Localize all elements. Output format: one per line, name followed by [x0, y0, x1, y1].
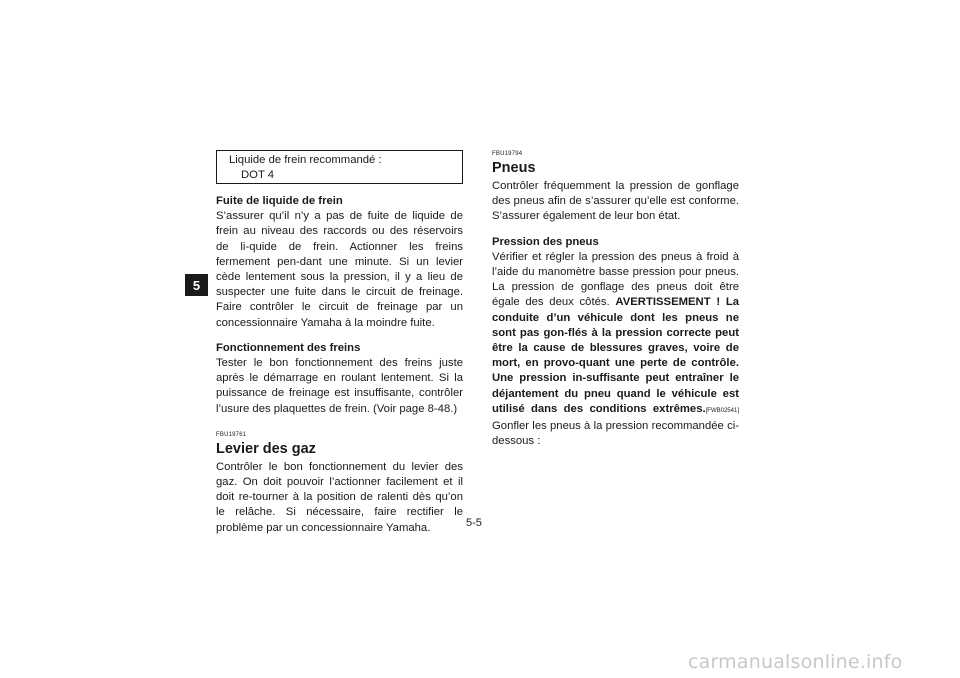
- recommended-brake-fluid-box: [216, 150, 463, 184]
- tire-pressure-title: Pression des pneus: [492, 235, 599, 248]
- spec-label: Liquide de frein recommandé :: [229, 154, 382, 166]
- tire-pressure-warning: AVERTISSEMENT ! La conduite d’un véhicule dont les pneus ne sont pas gon-flés à la pression correcte peut être la cause de blessures graves, voire de mort, en provo-quant une perte de contrôle. Une pression in-suffisante peut entraîner le déjantement du pneu quand le véhicule est utilisé dans des conditions extrêmes.: [492, 296, 740, 415]
- brake-operation-body: Tester le bon fonctionnement des freins juste après le démarrage en roulant lentement. Si la puissance de freinage est insuffisante, contrôler l’usure des plaquettes de frein. (Voir page 8-48.): [216, 357, 463, 415]
- warning-code: [FWB02541]: [705, 407, 739, 414]
- page-number: 5-5: [466, 517, 482, 529]
- left-column: [216, 150, 463, 546]
- tires-section-code: FBU19794: [492, 151, 523, 157]
- tire-pressure-outro: Gonfler les pneus à la pression recommandée ci-dessous :: [492, 420, 739, 448]
- spec-value: DOT 4: [241, 169, 275, 181]
- throttle-section-code: FBU19761: [216, 431, 247, 438]
- tire-pressure-body: [492, 250, 739, 450]
- brake-leak-title: Fuite de liquide de frein: [216, 195, 343, 207]
- watermark: carmanualsonline.info: [688, 651, 903, 673]
- section-tab: 5: [185, 274, 208, 296]
- brake-leak-body: S’assurer qu’il n’y a pas de fuite de liquide de frein au niveau des raccords ou des réservoirs de li-quide de frein. Actionner les freins fermement pen-dant une minute. Si un levier cède lentement sous la pression, il y a lieu de suspecter une fuite dans le circuit de freinage. Faire contrôler le circuit de freinage par un concessionnaire Yamaha à la moindre fuite.: [216, 210, 463, 329]
- right-column: [492, 150, 739, 459]
- throttle-heading: Levier des gaz: [216, 440, 316, 457]
- brake-operation-title: Fonctionnement des freins: [216, 341, 361, 354]
- throttle-body: Contrôler le bon fonctionnement du levier des gaz. On doit pouvoir l’actionner facilement et il doit re-tourner à la position de ralenti dès qu’on le relâche. Si nécessaire, faire rectifier le problème par un concessionnaire Yamaha.: [216, 460, 463, 534]
- tires-body: Contrôler fréquemment la pression de gonflage des pneus afin de s’assurer qu’elle est conforme. S’assurer également de leur bon état.: [492, 180, 739, 223]
- tires-heading: Pneus: [492, 160, 536, 176]
- tire-pressure-intro: Vérifier et régler la pression des pneus à froid à l’aide du manomètre basse pression pour pneus. La pression de gonflage des pneus doit être égale des deux côtés.: [492, 250, 739, 309]
